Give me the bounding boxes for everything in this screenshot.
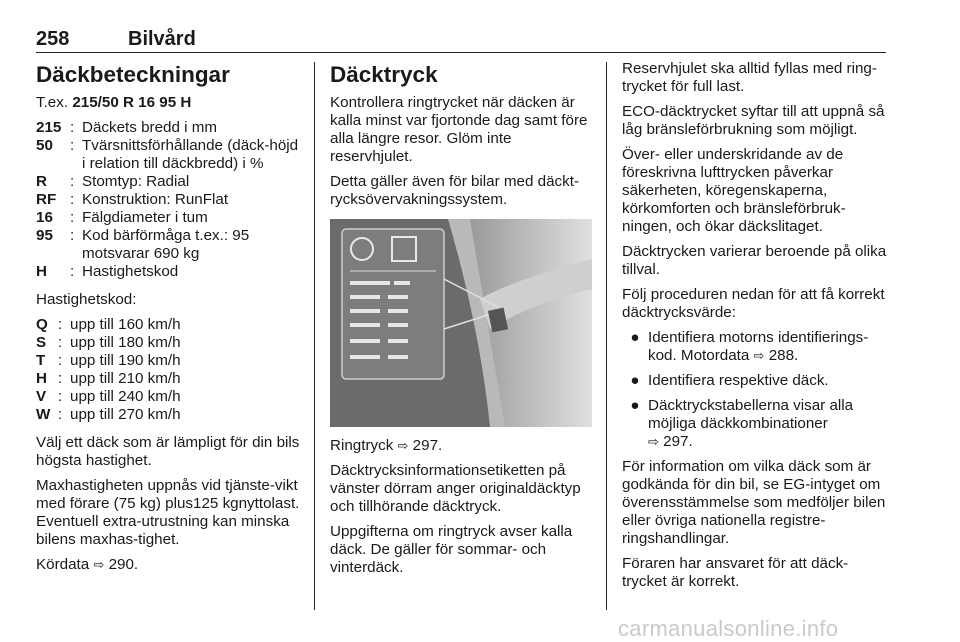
definition-row <box>36 209 302 227</box>
example-prefix: T.ex. <box>36 94 69 111</box>
paragraph-tpms: Detta gäller även för bilar med däckt-rycksövervakningssystem. <box>330 173 580 208</box>
definition-colon: : <box>70 173 75 190</box>
paragraph-procedure: Följ proceduren nedan för att få korrekt däcktrycksvärde: <box>622 286 885 321</box>
driving-data-ref[interactable]: 290. <box>108 556 139 573</box>
section-title: Bilvård <box>128 28 196 50</box>
page-header <box>36 26 886 53</box>
definition-key: 50 <box>36 137 53 154</box>
definition-colon: : <box>58 334 63 351</box>
bullet-icon: ● <box>630 329 640 346</box>
definition-value: upp till 240 km/h <box>70 388 181 405</box>
procedure-list <box>622 329 888 451</box>
paragraph-label-location: Däcktrycksinformationsetiketten på vänster dörram anger originaldäcktyp och tillhörande däcktryck. <box>330 462 581 515</box>
definition-value: Tvärsnittsförhållande (däck-höjd i relation till däckbredd) i % <box>82 137 299 172</box>
tire-pressure-ref[interactable]: 297. <box>412 437 443 454</box>
definition-row <box>36 191 302 209</box>
definition-colon: : <box>70 227 75 244</box>
definition-key: H <box>36 263 47 280</box>
definition-row <box>36 137 302 173</box>
definition-key: V <box>36 388 47 405</box>
example-code: 215/50 R 16 95 H <box>72 94 192 111</box>
tire-pressure-text: Ringtryck <box>330 437 394 454</box>
column-divider <box>606 62 607 610</box>
definition-key: RF <box>36 191 57 208</box>
definition-row <box>36 263 302 281</box>
definition-colon: : <box>58 406 63 423</box>
paragraph-driving-data <box>36 556 302 574</box>
definition-colon: : <box>70 119 75 136</box>
bullet-text: Identifiera motorns identifierings-kod. Motordata <box>648 329 869 364</box>
driving-data-text: Kördata <box>36 556 90 573</box>
definition-colon: : <box>58 352 63 369</box>
definition-value: upp till 210 km/h <box>70 370 181 387</box>
definition-value: upp till 190 km/h <box>70 352 181 369</box>
bullet-icon: ● <box>630 372 640 389</box>
definition-key: S <box>36 334 47 351</box>
definition-value: upp till 160 km/h <box>70 316 181 333</box>
definition-colon: : <box>70 137 75 154</box>
definition-row <box>36 173 302 191</box>
definition-key: H <box>36 370 47 387</box>
definition-key: 95 <box>36 227 53 244</box>
list-item <box>622 372 888 390</box>
reference-arrow-icon: ⇨ <box>93 557 105 572</box>
reference-arrow-icon: ⇨ <box>648 434 659 449</box>
paragraph-cold-tires: Uppgifterna om ringtryck avser kalla däck. De gäller för sommar- och vinterdäck. <box>330 523 573 576</box>
paragraph-max-speed: Maxhastigheten uppnås vid tjänste-vikt med förare (75 kg) plus125 kgnyttolast. Eventuell extra-utrustning kan minska bilens maxhas-tighet. <box>36 477 300 548</box>
heading-tire-codes: Däckbeteckningar <box>36 62 230 87</box>
definition-value: upp till 180 km/h <box>70 334 181 351</box>
definition-value: Konstruktion: RunFlat <box>82 191 229 208</box>
heading-tire-pressure: Däcktryck <box>330 62 438 87</box>
door-frame-illustration <box>330 219 592 427</box>
definition-value: Hastighetskod <box>82 263 179 280</box>
speed-title: Hastighetskod: <box>36 291 137 308</box>
definition-row <box>36 406 302 424</box>
definition-row <box>36 352 302 370</box>
paragraph-eco-pressure: ECO-däcktrycket syftar till att uppnå så låg bränsleförbrukning som möjligt. <box>622 103 885 138</box>
pressure-table-ref[interactable]: 297. <box>663 433 693 450</box>
bullet-icon: ● <box>630 397 640 414</box>
watermark: carmanualsonline.info <box>618 616 839 641</box>
definition-row <box>36 119 302 137</box>
definition-key: 16 <box>36 209 53 226</box>
paragraph-tire-pressure-ref <box>330 437 592 455</box>
list-item <box>622 329 888 365</box>
definition-row <box>36 316 302 334</box>
column-divider <box>314 62 315 610</box>
reference-arrow-icon: ⇨ <box>397 438 409 453</box>
definition-colon: : <box>58 388 63 405</box>
definition-row <box>36 370 302 388</box>
paragraph-choose-tire: Välj ett däck som är lämpligt för din bils högsta hastighet. <box>36 434 300 469</box>
definition-colon: : <box>70 209 75 226</box>
definition-colon: : <box>58 316 63 333</box>
paragraph-options: Däcktrycken varierar beroende på olika tillval. <box>622 243 887 278</box>
door-frame-label-photo <box>330 219 592 427</box>
speed-code-list <box>36 316 302 424</box>
example-line <box>36 94 302 112</box>
definition-row <box>36 227 302 263</box>
paragraph-spare-wheel: Reservhjulet ska alltid fyllas med ring-trycket för full last. <box>622 60 877 95</box>
definition-value: Däckets bredd i mm <box>82 119 218 136</box>
definition-key: W <box>36 406 51 423</box>
definition-key: Q <box>36 316 48 333</box>
list-item <box>622 397 888 451</box>
column-tire-codes <box>36 60 302 581</box>
definition-value: Fälgdiameter i tum <box>82 209 208 226</box>
bullet-text: Däcktryckstabellerna visar alla möjliga däckkombinationer <box>648 397 854 432</box>
paragraph-driver-responsibility: Föraren har ansvaret för att däck-trycket är korrekt. <box>622 555 849 590</box>
paragraph-over-under: Över- eller underskridande av de föreskrivna lufttrycken påverkar säkerheten, köregenskaperna, körkomforten och bränsleförbruk-ningen, och ökar däckslitaget. <box>622 146 846 235</box>
definition-colon: : <box>70 263 75 280</box>
definition-colon: : <box>70 191 75 208</box>
definition-key: R <box>36 173 47 190</box>
bullet-text: Identifiera respektive däck. <box>648 372 829 389</box>
reference-arrow-icon: ⇨ <box>753 348 765 363</box>
definition-value: Kod bärförmåga t.ex.: 95 motsvarar 690 kg <box>82 227 250 262</box>
definition-row <box>36 388 302 406</box>
tire-code-list <box>36 119 302 281</box>
definition-colon: : <box>58 370 63 387</box>
definition-key: 215 <box>36 119 62 136</box>
definition-row <box>36 334 302 352</box>
definition-value: Stomtyp: Radial <box>82 173 190 190</box>
column-pressure-notes <box>622 60 888 598</box>
page-number: 258 <box>36 28 70 50</box>
column-tire-pressure <box>330 60 592 584</box>
engine-data-ref[interactable]: 288. <box>768 347 799 364</box>
definition-key: T <box>36 352 46 369</box>
definition-value: upp till 270 km/h <box>70 406 181 423</box>
paragraph-approved-tires: För information om vilka däck som är godkända för din bil, se EG-intyget om överensstämmelse som medföljer bilen eller övriga nationella registre-ringshandlingar. <box>622 458 886 547</box>
paragraph-check-pressure: Kontrollera ringtrycket när däcken är kalla minst var fjortonde dag samt före alla längre resor. Glöm inte reservhjulet. <box>330 94 588 165</box>
